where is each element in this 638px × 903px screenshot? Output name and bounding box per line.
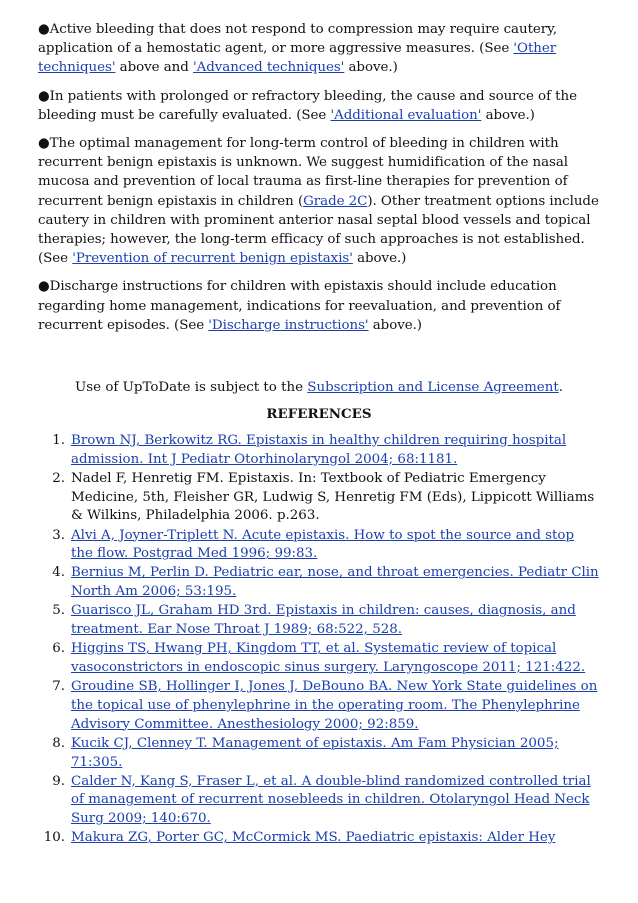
reference-number: 6. (52, 641, 65, 657)
reference-link[interactable]: Bernius M, Perlin D. Pediatric ear, nose, and throat emergencies. Pediatr Clin North Am 2006; 53:195. (71, 565, 599, 600)
reference-link[interactable]: Makura ZG, Porter GC, McCormick MS. Paediatric epistaxis: Alder Hey (71, 830, 556, 846)
reference-link[interactable]: Brown NJ, Berkowitz RG. Epistaxis in healthy children requiring hospital admission. Int J Pediatr Otorhinolaryngol 2004; 68:1181. (71, 433, 567, 467)
link-discharge-instructions[interactable]: 'Discharge instructions' (208, 317, 369, 333)
reference-item (38, 432, 600, 469)
reference-link[interactable]: Alvi A, Joyner-Triplett N. Acute epistaxis. How to spot the source and stop the flow. Postgrad Med 1996; 99:83. (71, 527, 575, 562)
bullet-text: ●The optimal management for long-term control of bleeding in children with recurrent benign epistaxis is unknown. We suggest humidification of the nasal mucosa and prevention of local trauma as first-line therapies for prevention of recurrent benign epistaxis in children ( (38, 136, 569, 209)
reference-item (38, 640, 600, 677)
reference-number: 4. (52, 565, 65, 581)
link-advanced-techniques[interactable]: 'Advanced techniques' (192, 60, 345, 76)
link-additional-evaluation[interactable]: 'Additional evaluation' (330, 107, 482, 123)
reference-number: 2. (52, 470, 65, 486)
terms-text: Use of UpToDate is subject to the (75, 380, 308, 396)
terms-text: . (558, 380, 563, 396)
reference-number: 10. (43, 830, 65, 846)
reference-number: 8. (52, 735, 65, 751)
bullet-paragraph (38, 277, 600, 335)
reference-item (38, 470, 600, 526)
bullet-text: above.) (368, 317, 422, 333)
reference-link[interactable]: Guarisco JL, Graham HD 3rd. Epistaxis in children: causes, diagnosis, and treatment. Ear Nose Throat J 1989; 68:522, 528. (71, 603, 576, 638)
bullet-text: ). Other treatment options include cautery in children with prominent anterior nasal septal blood vessels and topical therapies; however, the long-term efficacy of such approaches is not established. (See (38, 193, 599, 267)
reference-item (38, 829, 600, 848)
reference-item (38, 602, 600, 639)
reference-number: 1. (52, 433, 65, 449)
reference-item (38, 527, 600, 564)
reference-item (38, 773, 600, 829)
references-heading: REFERENCES (266, 406, 372, 423)
bullet-text: above.) (352, 251, 407, 267)
reference-item (38, 564, 600, 601)
bullet-text: above and (115, 60, 193, 76)
bullet-text: ●Active bleeding that does not respond to compression may require cautery, application of a hemostatic agent, or more aggressive measures. (See (38, 22, 558, 57)
link-other-techniques[interactable]: 'Other techniques' (38, 41, 557, 76)
bullet-text: ●In patients with prolonged or refractory bleeding, the cause and source of the bleeding must be carefully evaluated. (See (38, 88, 577, 123)
bullet-text: ●Discharge instructions for children with epistaxis should include education regarding home management, indications for reevaluation, and prevention of recurrent episodes. (See (38, 279, 561, 333)
terms-notice (38, 378, 600, 397)
reference-link[interactable]: Groudine SB, Hollinger I, Jones J, DeBouno BA. New York State guidelines on the topical use of phenylephrine in the operating room. The Phenylephrine Advisory Committee. Anesthesiology 2000; 92:859. (71, 679, 598, 732)
reference-number: 5. (52, 603, 65, 619)
link-subscription-agreement[interactable]: Subscription and License Agreement (307, 380, 559, 396)
link-grade-2c[interactable]: Grade 2C (303, 193, 368, 209)
reference-number: 9. (52, 773, 65, 789)
bullet-paragraph (38, 87, 600, 125)
bullet-text: above.) (344, 60, 398, 76)
references-list (38, 432, 600, 848)
summary-bullets (38, 20, 600, 335)
bullet-text: above.) (481, 107, 535, 123)
reference-text: Nadel F, Henretig FM. Epistaxis. In: Textbook of Pediatric Emergency Medicine, 5th, Fleisher GR, Ludwig S, Henretig FM (Eds), Lippicott Williams & Wilkins, Philadelphia 2006. p.263. (71, 470, 595, 524)
reference-link[interactable]: Calder N, Kang S, Fraser L, et al. A double-blind randomized controlled trial of management of recurrent nosebleeds in children. Otolaryngol Head Neck Surg 2009; 140:670. (71, 773, 591, 827)
reference-number: 7. (52, 679, 65, 695)
reference-link[interactable]: Kucik CJ, Clenney T. Management of epistaxis. Am Fam Physician 2005; 71:305. (71, 735, 559, 770)
reference-item (38, 735, 600, 772)
bullet-paragraph (38, 134, 600, 268)
link-prevention-recurrent-epistaxis[interactable]: 'Prevention of recurrent benign epistaxis' (72, 251, 353, 267)
reference-item (38, 678, 600, 734)
reference-link[interactable]: Higgins TS, Hwang PH, Kingdom TT, et al. Systematic review of topical vasoconstrictors in endoscopic sinus surgery. Laryngoscope 2011; 121:422. (71, 641, 586, 675)
bullet-paragraph (38, 20, 600, 78)
reference-number: 3. (52, 527, 65, 543)
